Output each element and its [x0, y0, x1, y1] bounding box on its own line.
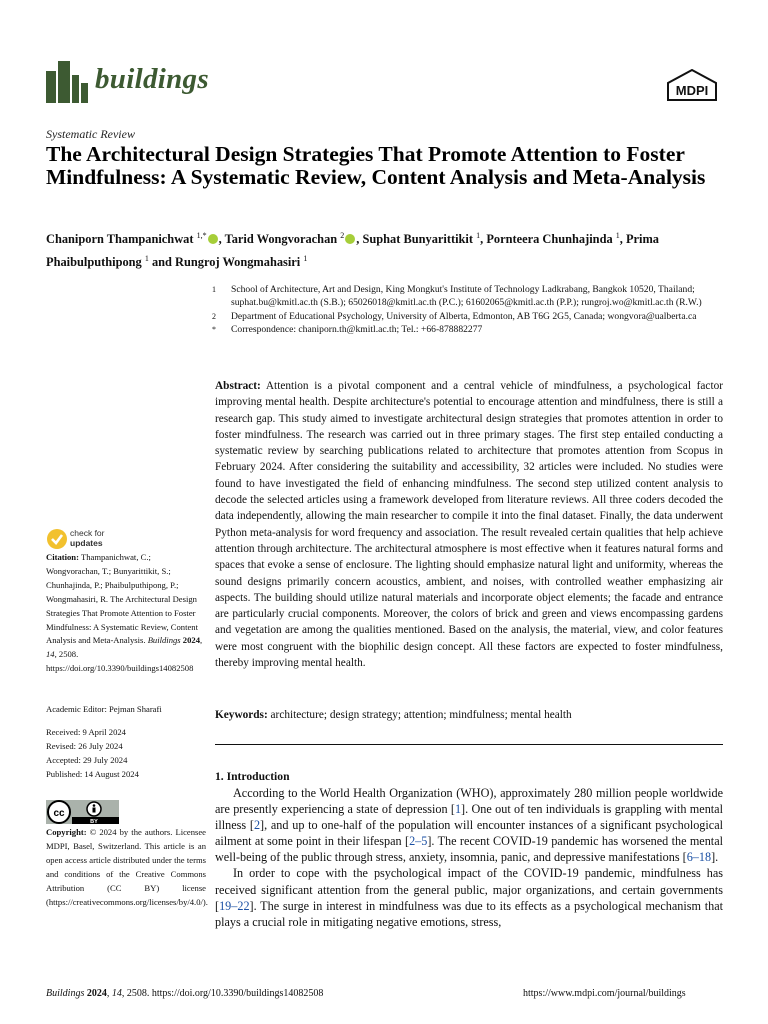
affiliation-item: [212, 283, 732, 310]
svg-text:cc: cc: [53, 808, 65, 819]
affiliation-number: 1: [212, 285, 216, 294]
check-updates-line1: check for: [70, 528, 105, 538]
footer-journal-url[interactable]: https://www.mdpi.com/journal/buildings: [523, 988, 686, 999]
author-name[interactable]: Suphat Bunyarittikit: [362, 232, 474, 247]
affiliation-text: School of Architecture, Art and Design, King Mongkut's Institute of Technology Ladkrabang, Bangkok 10520, Thailand; suphat.bu@kmitl.ac.th (S.B.); 65026018@kmitl.ac.th (P.C.); 61602065@kmitl.ac.th (P.P.); rungroj.wo@kmitl.ac.th (R.W.): [231, 284, 702, 309]
mdpi-logo-icon: [666, 69, 718, 101]
author-affiliation-marker: 1: [144, 254, 149, 264]
footer-journal: Buildings: [46, 988, 85, 999]
check-for-updates-button[interactable]: [46, 528, 126, 550]
author-list: Chaniporn Thampanichwat $^{1,*}$ , Tarid Wongvorachan $^2$ , Suphat Bunyarittikit $^1$, Pornteera Chunhajinda $^1$, Prima Phaibulputhipong $^1$ and Rungroj Wongmahasiri $^1$: [46, 231, 659, 270]
accepted-date: Accepted: 29 July 2024: [46, 754, 128, 765]
author-name[interactable]: Prima Phaibulputhipong: [46, 232, 659, 270]
author-name[interactable]: Pornteera Chunhajinda: [486, 232, 613, 247]
cc-by-license-icon[interactable]: [46, 800, 119, 824]
citation-link[interactable]: 19–22: [219, 898, 250, 913]
introduction-body: [215, 785, 723, 930]
affiliations: [212, 283, 732, 337]
citation-link[interactable]: 2–5: [409, 834, 428, 849]
revised-date: Revised: 26 July 2024: [46, 740, 123, 751]
footer-volume: 14: [111, 988, 122, 999]
section-heading-introduction: 1. Introduction: [215, 770, 290, 783]
footer-year: 2024: [86, 988, 107, 999]
author-affiliation-marker: 1,*: [196, 231, 207, 240]
citation-block: Citation: Thampanichwat, C.; Wongvorachan, T.; Bunyarittikit, S.; Chunhajinda, P.; Phaibulputhipong, P.; Wongmahasiri, R. The Architectural Design Strategies That Promote Attention to Foster Mindfulness: A Systematic Review, Content Analysis and Meta-Analysis. Buildings 2024, 14, 2508. https://doi.org/10.3390/buildings14082508: [46, 552, 203, 674]
footer-doi[interactable]: , 2508. https://doi.org/10.3390/buildings14082508: [121, 988, 324, 999]
check-updates-icon: [46, 528, 68, 550]
citation-year: 2024: [182, 635, 200, 646]
citation-text: Thampanichwat, C.; Wongvorachan, T.; Bunyarittikit, S.; Chunhajinda, P.; Phaibulputhipong, P.; Wongmahasiri, R. The Architectural Design Strategies That Promote Attention to Foster Mindfulness: A Systematic Review, Content Analysis and Meta-Analysis.: [46, 552, 198, 646]
check-updates-line2: updates: [70, 538, 103, 548]
keywords-label: Keywords:: [215, 709, 268, 721]
section-divider: [215, 744, 723, 745]
author-name[interactable]: Chaniporn Thampanichwat: [46, 232, 194, 247]
keywords: [215, 709, 723, 721]
copyright-label: Copyright:: [46, 827, 87, 837]
article-title: The Architectural Design Strategies That Promote Attention to Foster Mindfulness: A Systematic Review, Content Analysis and Meta-Analysis: [46, 142, 706, 189]
copyright-block: [46, 826, 206, 909]
journal-logo-icon: [46, 61, 88, 103]
author-affiliation-marker: 1: [476, 231, 481, 240]
dates-block: [46, 726, 206, 782]
citation-link[interactable]: 6–18: [686, 850, 712, 865]
introduction-paragraph-2: In order to cope with the psychological impact of the COVID-19 pandemic, mindfulness has received significant attention from the general public, major organizations, and certain governments [19–22]. The surge in interest in mindfulness was due to its effects as a psychological mechanism that plays a crucial role in mitigating negative emotions, stress,: [215, 866, 723, 929]
abstract-label: Abstract:: [215, 380, 261, 392]
footer-citation: Buildings 2024, 14, 2508. https://doi.org/10.3390/buildings14082508: [46, 988, 324, 999]
author-name[interactable]: Tarid Wongvorachan: [224, 232, 338, 247]
author-affiliation-marker: 1: [615, 231, 620, 240]
citation-doi[interactable]: , 2508. https://doi.org/10.3390/buildings14082508: [46, 649, 194, 674]
published-date: Published: 14 August 2024: [46, 768, 139, 779]
author-name[interactable]: Rungroj Wongmahasiri: [175, 255, 301, 270]
citation-label: Citation:: [46, 552, 79, 562]
author-affiliation-marker: 2: [340, 231, 345, 240]
keywords-text: architecture; design strategy; attention; mindfulness; mental health: [270, 709, 572, 721]
affiliation-number: 2: [212, 311, 216, 321]
affiliation-text: Department of Educational Psychology, University of Alberta, Edmonton, AB T6G 2G5, Canada; wongvora@ualberta.ca: [231, 310, 697, 322]
affiliation-text: Correspondence: chaniporn.th@kmitl.ac.th; Tel.: +66-878882277: [231, 324, 483, 336]
affiliation-item: [212, 323, 732, 336]
abstract-text: Attention is a pivotal component and a central vehicle of mindfulness, a psychological factor improving mental health. Despite architecture's potential to encourage attention and mindfulness, there is still a research gap. This study aimed to investigate architectural design strategies that promotes attention in order to foster mindfulness. The research was carried out in three primary stages. The first step entailed conducting a systematic review by searching publications related to architecture that promotes attention from Scopus in February 2024. After considering the suitability and accessibility, 32 articles were included. No studies were found to have investigated the field of enhancing mindfulness. The second step utilized content analysis to decode the selected articles using a framework developed from literature reviews. All three coders decoded the data independently, allowing the main researcher to compile it into the final dataset. Finally, the data underwent Python meta-analysis for word frequency and association. The result revealed certain qualities that help achieve attention through architecture. The architectural atmosphere is most effective when it features natural forms and spaces that evoke a sense of enclosure. The lighting should emphasize natural light and uniformity, whereas the sound designs primarily concern acoustics, ambient, and noises, with controlled weather emphasizing air aspects. The building should utilize natural materials and incorporate object elements; the facade and entrance are particularly crucial components. Moreover, the colors of brick and green and views encompassing gardens and vegetation are among the qualities mentioned. Based on the analysis, the material, view, and color features were most congruent with the biophilic design concept. All these factors are expected to foster mindfulness, thereby improving mental health.: [215, 380, 723, 670]
affiliation-item: [212, 310, 732, 323]
received-date: Received: 9 April 2024: [46, 727, 126, 737]
citation-journal: Buildings: [147, 635, 181, 646]
publisher-name: MDPI: [675, 83, 709, 98]
citation-volume: 14: [46, 649, 55, 660]
introduction-paragraph-1: According to the World Health Organization (WHO), approximately 280 million people worldwide are presently experiencing a state of depression [1]. One out of ten individuals is grappling with mental illness [2], and up to one-half of the population will encounter instances of a significant psychological ailment at some point in their lifespan [2–5]. The recent COVID-19 pandemic has worsened the mental well-being of the public through stress, anxiety, insomnia, panic, and depressive manifestations [6–18].: [215, 786, 723, 865]
abstract: [215, 378, 723, 671]
orcid-icon[interactable]: [208, 234, 218, 244]
cc-by-label: BY: [90, 819, 98, 824]
journal-name: buildings: [95, 63, 209, 95]
affiliation-number: *: [212, 325, 216, 335]
academic-editor: Academic Editor: Pejman Sharafi: [46, 704, 162, 714]
article-type: Systematic Review: [46, 127, 135, 141]
orcid-icon[interactable]: [345, 234, 355, 244]
citation-link[interactable]: 2: [253, 818, 261, 833]
copyright-text: © 2024 by the authors. Licensee MDPI, Basel, Switzerland. This article is an open access article distributed under the terms and conditions of the Creative Commons Attribution (CC BY) license (https://creativecommons.org/licenses/by/4.0/).: [46, 827, 208, 907]
citation-link[interactable]: 1: [454, 802, 462, 817]
author-affiliation-marker: 1: [303, 254, 308, 264]
